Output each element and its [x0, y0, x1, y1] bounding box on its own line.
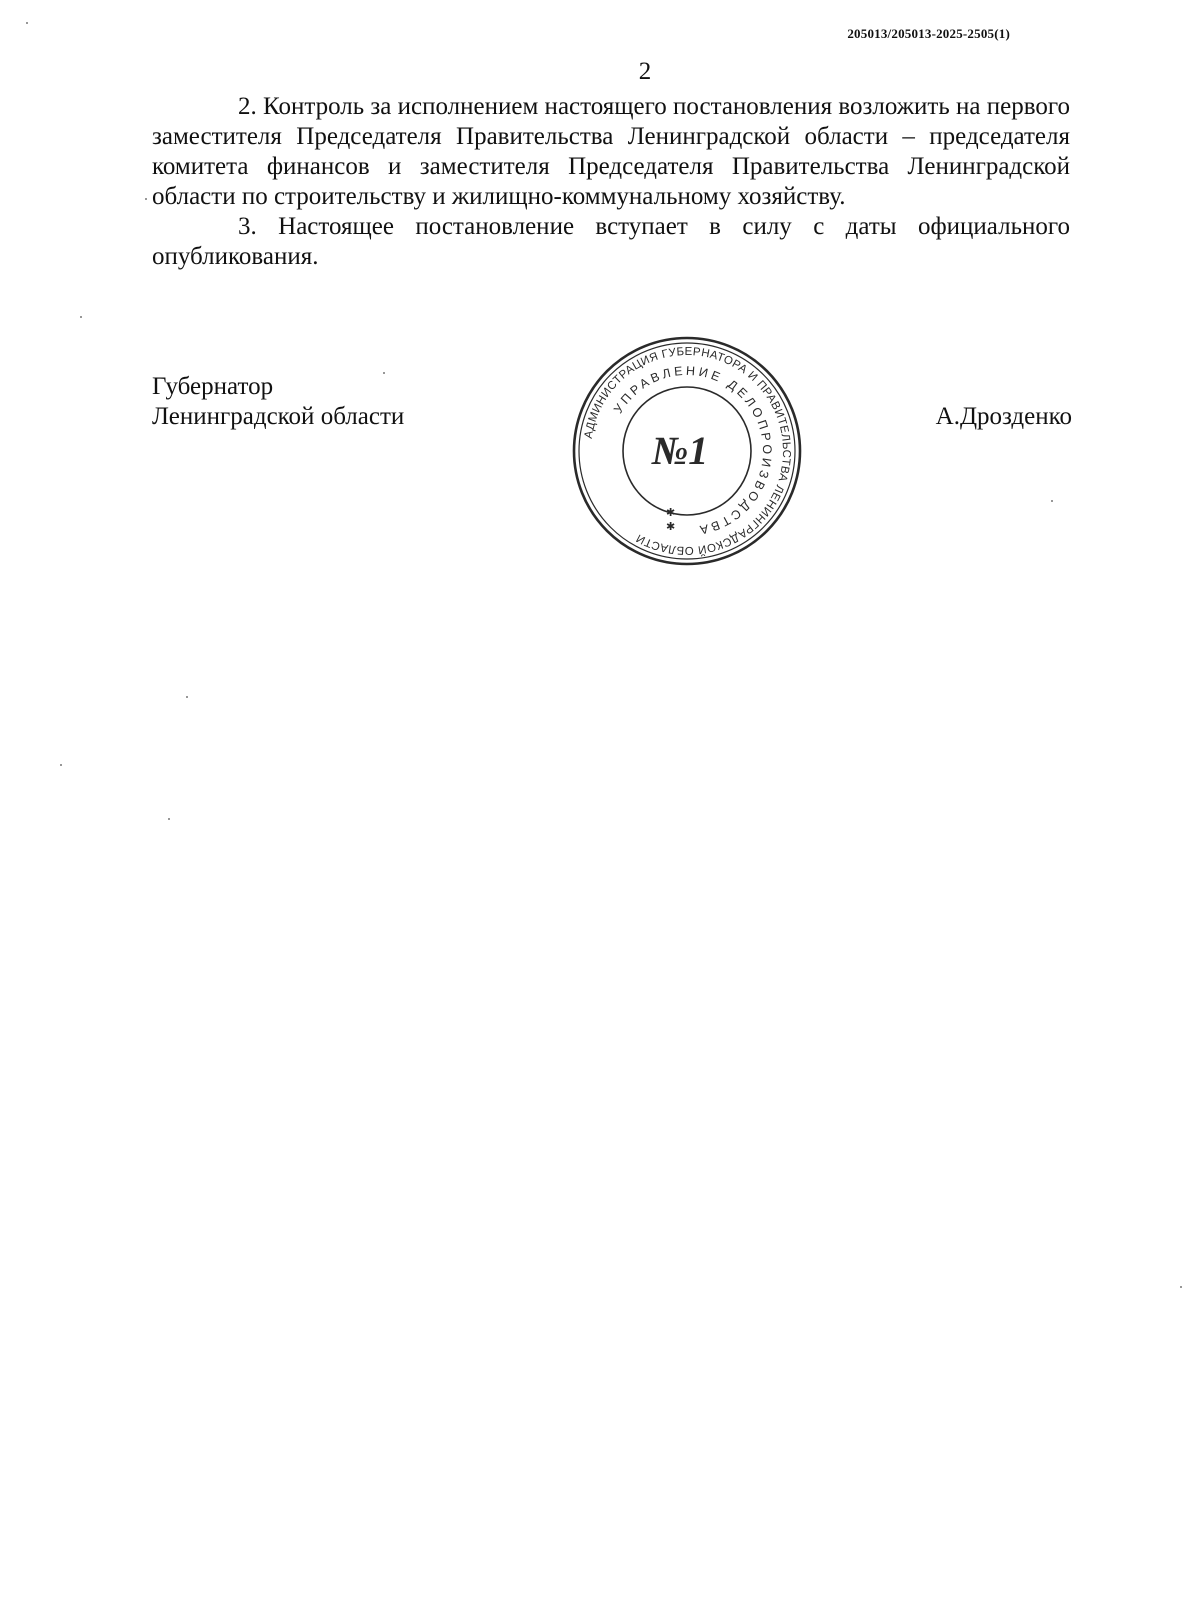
official-seal: [570, 334, 804, 568]
seal-inner-text: УПРАВЛЕНИЕ ДЕЛОПРОИЗВОДСТВА: [611, 363, 775, 538]
scan-speck: [383, 372, 385, 374]
scan-speck: [186, 696, 188, 698]
scan-speck: [1051, 500, 1053, 502]
scan-speck: [60, 764, 62, 766]
seal-center-number: №1: [651, 428, 709, 473]
signer-position: [152, 372, 404, 432]
signer-name: А.Дрозденко: [935, 403, 1072, 430]
paragraph-2: 2. Контроль за исполнением настоящего постановления возложить на первого заместителя Председателя Правительства Ленинградской области – председателя комитета финансов и заместителя Председателя Правительства Ленинградской области по строительству и жилищно-коммунальному хозяйству.: [152, 93, 1070, 210]
signer-position-line2: Ленинградской области: [152, 403, 405, 430]
scan-speck: [80, 316, 82, 318]
scan-speck: [168, 818, 170, 820]
seal-star-icon: ✱: [666, 506, 676, 519]
seal-star-icon: ✱: [666, 520, 676, 533]
document-body: [152, 92, 1070, 272]
seal-graphic: [570, 334, 804, 568]
scan-speck: [1180, 1286, 1182, 1288]
paragraph-3: 3. Настоящее постановление вступает в силу с даты официального опубликования.: [152, 213, 1070, 270]
document-id: 205013/205013-2025-2505(1): [847, 26, 1010, 41]
scan-speck: [145, 198, 147, 200]
seal-outer-text: АДМИНИСТРАЦИЯ ГУБЕРНАТОРА И ПРАВИТЕЛЬСТВА ЛЕНИНГРАДСКОЙ ОБЛАСТИ: [582, 345, 793, 557]
signer-position-line1: Губернатор: [152, 373, 274, 400]
scan-speck: [26, 22, 28, 24]
page-number: 2: [638, 58, 652, 85]
